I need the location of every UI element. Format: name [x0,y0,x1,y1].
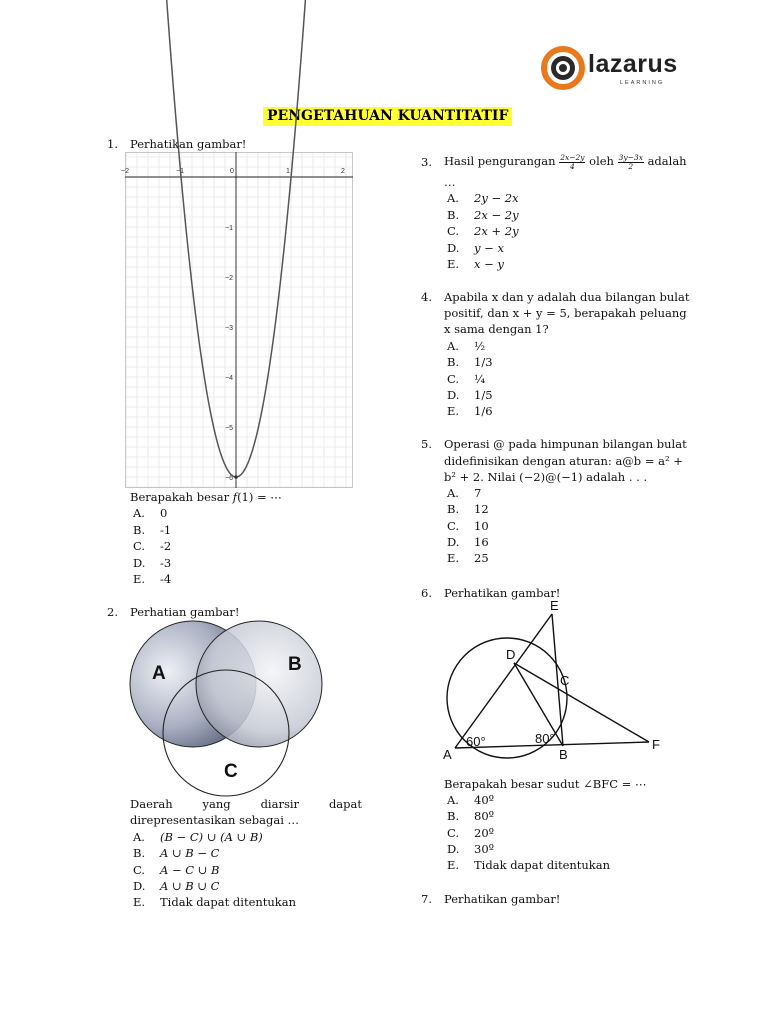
option-text: 2x + 2y [474,224,519,238]
option-text: A − C ∪ B [160,862,220,877]
q4-number: 4. [421,290,432,304]
q5-line2: didefinisikan dengan aturan: a@b = a² + [444,454,683,468]
q6-geometry-figure [438,597,670,767]
q3-option[interactable] [447,207,519,223]
q7-prompt: Perhatikan gambar! [444,892,561,906]
option-text: (B − C) ∪ (A ∪ B) [160,830,263,844]
option-letter: D. [447,387,460,402]
q3-option[interactable] [447,223,519,239]
option-letter: B. [447,502,460,517]
q4-line1: Apabila x dan y adalah dua bilangan bulat [444,290,690,304]
q2-prompt: Perhatian gambar! [130,605,240,619]
option-text: 1/3 [474,355,493,370]
option-text: -2 [160,539,172,554]
q3-option[interactable] [447,240,504,256]
q1-question: Berapakah besar f(1) = ⋯ [130,490,282,504]
label-e: E [550,598,559,613]
q2-option[interactable] [133,878,219,894]
page-title: PENGETAHUAN KUANTITATIF [263,107,512,126]
q6-number: 6. [421,586,432,600]
option-text: 80º [474,809,495,824]
option-text: -1 [160,522,172,537]
option-letter: A. [447,191,459,205]
option-text: 7 [474,486,482,500]
x-tick-label: −1 [176,168,184,175]
label-c: C [560,673,570,688]
option-letter: A. [133,830,145,844]
q6-option[interactable] [447,841,494,857]
option-letter: B. [133,522,146,537]
venn-label-c: C [224,761,238,782]
option-letter: D. [133,878,146,893]
vertex-point [234,475,238,479]
q4-line2: positif, dan x + y = 5, berapakah peluang [444,306,687,320]
q6-option[interactable] [447,808,494,824]
option-letter: C. [133,539,146,554]
q2-option[interactable] [133,845,219,861]
q1-option[interactable] [133,505,167,521]
option-text: x − y [474,257,504,271]
q6-prompt: Perhatikan gambar! [444,586,561,600]
brand-name: lazarus [588,50,678,78]
label-f: F [652,737,660,752]
option-text: 20º [474,825,495,840]
option-text: 1/5 [474,387,493,402]
q5-number: 5. [421,437,432,451]
q5-option[interactable] [447,485,481,501]
q2-question-line1: Daerah yang diarsir dapat [130,797,362,811]
option-text: A ∪ B ∪ C [160,878,220,893]
y-tick-label: −5 [225,425,233,432]
q1-prompt: Perhatikan gambar! [130,137,247,151]
q4-option[interactable] [447,354,493,370]
q6-option[interactable] [447,792,494,808]
q1-option[interactable] [133,522,171,538]
q4-option[interactable] [447,338,485,354]
option-text: 0 [160,506,168,520]
q3-option[interactable] [447,190,519,206]
option-letter: E. [447,404,460,419]
q7-number: 7. [421,892,432,906]
label-d: D [506,647,516,662]
y-tick-label: −6 [225,475,233,482]
x-tick-label: 1 [286,168,290,175]
x-tick-label: 0 [230,168,234,175]
q1-parabola-graph [121,152,353,488]
q4-line3: x sama dengan 1? [444,322,549,336]
option-letter: E. [447,551,460,566]
option-text: Tidak dapat ditentukan [160,895,297,910]
option-letter: C. [447,224,460,238]
option-letter: A. [447,486,459,500]
y-tick-label: −2 [225,275,233,282]
option-letter: B. [133,846,146,861]
option-letter: B. [447,355,460,370]
q3-continuation: … [444,175,456,189]
option-letter: C. [447,825,460,840]
option-text: 40º [474,793,495,807]
option-letter: C. [447,518,460,533]
q5-option[interactable] [447,534,489,550]
option-letter: D. [447,841,460,856]
option-text: y − x [474,240,504,255]
label-a: A [443,747,452,762]
q1-option[interactable] [133,555,171,571]
option-text: 16 [474,534,489,549]
option-text: 2y − 2x [474,191,519,205]
option-text: 1/6 [474,404,493,419]
option-text: Tidak dapat ditentukan [474,858,611,873]
option-letter: E. [133,572,146,587]
option-letter: C. [447,371,460,386]
option-text: 25 [474,551,489,566]
label-b: B [559,747,568,762]
option-letter: C. [133,862,146,877]
y-tick-label: −1 [225,225,233,232]
option-letter: A. [447,339,459,353]
option-text: A ∪ B − C [160,846,220,861]
option-text: ¼ [474,371,486,386]
venn-circle-b [196,621,322,747]
option-letter: E. [447,858,460,873]
q4-option[interactable] [447,403,493,419]
q1-option[interactable] [133,571,171,587]
option-letter: E. [447,257,460,271]
option-text: -3 [160,555,172,570]
q3-option[interactable] [447,256,504,272]
q2-number: 2. [107,605,118,619]
option-text: 30º [474,841,495,856]
option-letter: D. [133,555,146,570]
q5-line1: Operasi @ pada himpunan bilangan bulat [444,437,687,451]
q6-question: Berapakah besar sudut ∠BFC = ⋯ [444,777,647,791]
y-tick-label: −4 [225,375,233,382]
option-text: 2x − 2y [474,207,519,222]
q5-option[interactable] [447,518,489,534]
option-letter: B. [447,207,460,222]
q2-venn-diagram [125,616,330,792]
option-text: ½ [474,339,486,353]
q1-option[interactable] [133,538,171,554]
q3-prompt: Hasil pengurangan $\frac{2x-2y}{4}$ oleh $\frac{3y-3x}{2}$ adalah [444,152,687,171]
q2-option[interactable] [133,829,263,845]
venn-label-a: A [152,663,166,684]
lazarus-emblem-icon [541,44,589,92]
option-letter: D. [447,534,460,549]
option-letter: A. [133,506,145,520]
angle-b-label: 80° [535,731,555,746]
option-text: 10 [474,518,489,533]
q3-number: 3. [421,155,432,169]
brand-sub: LEARNING [620,80,665,86]
option-text: -4 [160,572,172,587]
option-letter: B. [447,809,460,824]
q5-option[interactable] [447,501,489,517]
option-text: 12 [474,502,489,517]
q6-option[interactable] [447,825,494,841]
x-tick-label: −2 [121,168,129,175]
q2-option[interactable] [133,894,296,910]
q6-option[interactable] [447,857,610,873]
q2-question-line2: direpresentasikan sebagai … [130,813,300,827]
option-letter: E. [133,895,146,910]
option-letter: D. [447,240,460,255]
q1-number: 1. [107,137,118,151]
q4-option[interactable] [447,387,493,403]
option-letter: A. [447,793,459,807]
y-tick-label: −3 [225,325,233,332]
q5-option[interactable] [447,550,489,566]
venn-label-b: B [288,654,302,675]
x-tick-label: 2 [341,168,345,175]
q5-line3: b² + 2. Nilai (−2)@(−1) adalah . . . [444,470,648,484]
angle-a-label: 60° [466,734,486,749]
q4-option[interactable] [447,371,485,387]
q2-option[interactable] [133,862,219,878]
